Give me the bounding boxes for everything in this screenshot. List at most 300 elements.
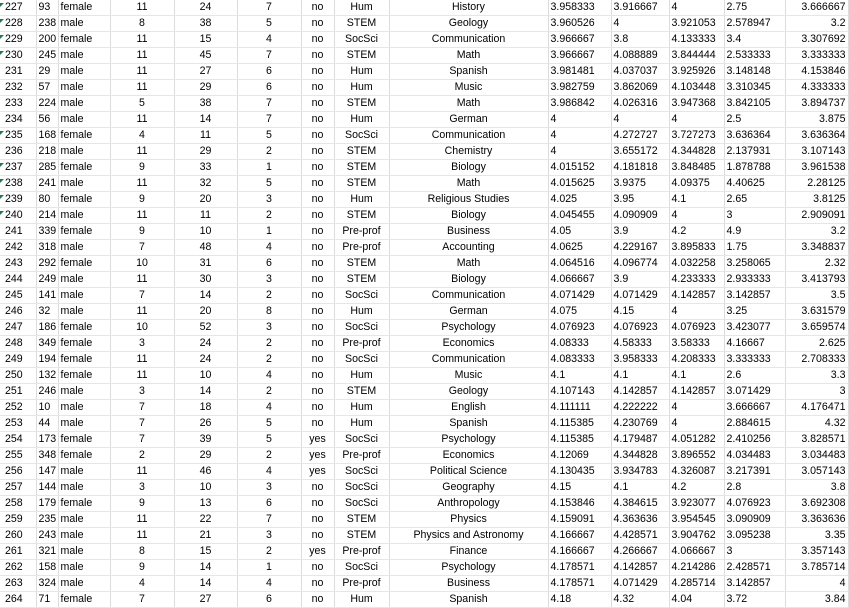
cell[interactable]: Chemistry bbox=[389, 144, 548, 160]
cell[interactable]: 6 bbox=[237, 80, 301, 96]
cell[interactable]: 200 bbox=[36, 32, 58, 48]
cell[interactable]: Business bbox=[389, 576, 548, 592]
cell[interactable]: 3.090909 bbox=[724, 512, 785, 528]
cell[interactable]: 2.933333 bbox=[724, 272, 785, 288]
cell[interactable]: 257 bbox=[0, 480, 36, 496]
cell[interactable]: male bbox=[58, 16, 110, 32]
cell[interactable]: 11 bbox=[110, 32, 174, 48]
cell[interactable]: no bbox=[301, 352, 334, 368]
cell[interactable]: 4.08333 bbox=[548, 336, 611, 352]
cell[interactable]: no bbox=[301, 416, 334, 432]
cell[interactable]: 4.071429 bbox=[548, 288, 611, 304]
cell[interactable]: 7 bbox=[110, 288, 174, 304]
cell[interactable]: 5 bbox=[237, 16, 301, 32]
cell[interactable]: 3 bbox=[110, 480, 174, 496]
cell[interactable]: Finance bbox=[389, 544, 548, 560]
cell[interactable]: 33 bbox=[174, 160, 237, 176]
cell[interactable]: 3.8125 bbox=[785, 192, 848, 208]
cell[interactable]: no bbox=[301, 192, 334, 208]
cell[interactable]: 3.875 bbox=[785, 112, 848, 128]
cell[interactable]: no bbox=[301, 16, 334, 32]
cell[interactable]: 243 bbox=[0, 256, 36, 272]
cell[interactable]: female bbox=[58, 336, 110, 352]
cell[interactable]: Geography bbox=[389, 480, 548, 496]
cell[interactable]: Economics bbox=[389, 448, 548, 464]
cell[interactable]: 32 bbox=[36, 304, 58, 320]
cell[interactable]: 4.40625 bbox=[724, 176, 785, 192]
cell[interactable]: 3.72 bbox=[724, 592, 785, 608]
cell[interactable]: Math bbox=[389, 48, 548, 64]
cell[interactable]: 241 bbox=[0, 224, 36, 240]
cell[interactable]: Pre-prof bbox=[334, 240, 389, 256]
cell[interactable]: 14 bbox=[174, 384, 237, 400]
cell[interactable]: 45 bbox=[174, 48, 237, 64]
cell[interactable]: 4.230769 bbox=[611, 416, 669, 432]
cell[interactable]: 22 bbox=[174, 512, 237, 528]
cell[interactable]: no bbox=[301, 368, 334, 384]
cell[interactable]: male bbox=[58, 528, 110, 544]
cell[interactable]: Music bbox=[389, 80, 548, 96]
cell[interactable]: 31 bbox=[174, 256, 237, 272]
cell[interactable]: female bbox=[58, 256, 110, 272]
cell[interactable]: Business bbox=[389, 224, 548, 240]
cell[interactable]: male bbox=[58, 272, 110, 288]
cell[interactable]: 5 bbox=[237, 128, 301, 144]
cell[interactable]: female bbox=[58, 496, 110, 512]
cell[interactable]: Religious Studies bbox=[389, 192, 548, 208]
cell[interactable]: 4.15 bbox=[548, 480, 611, 496]
cell[interactable]: 2.708333 bbox=[785, 352, 848, 368]
cell[interactable]: 38 bbox=[174, 16, 237, 32]
cell[interactable]: 158 bbox=[36, 560, 58, 576]
cell[interactable]: 3.925926 bbox=[669, 64, 724, 80]
cell[interactable]: male bbox=[58, 416, 110, 432]
cell[interactable]: 141 bbox=[36, 288, 58, 304]
cell[interactable]: Geology bbox=[389, 384, 548, 400]
cell[interactable]: no bbox=[301, 112, 334, 128]
cell[interactable]: Hum bbox=[334, 400, 389, 416]
cell[interactable]: female bbox=[58, 128, 110, 144]
cell[interactable]: 4.066667 bbox=[548, 272, 611, 288]
cell[interactable]: 4.096774 bbox=[611, 256, 669, 272]
cell[interactable]: no bbox=[301, 32, 334, 48]
cell[interactable]: Spanish bbox=[389, 416, 548, 432]
cell[interactable]: Communication bbox=[389, 352, 548, 368]
cell[interactable]: 3 bbox=[237, 528, 301, 544]
cell[interactable]: 20 bbox=[174, 192, 237, 208]
cell[interactable]: 2.625 bbox=[785, 336, 848, 352]
cell[interactable]: 3.961538 bbox=[785, 160, 848, 176]
cell[interactable]: no bbox=[301, 384, 334, 400]
cell[interactable]: 26 bbox=[174, 416, 237, 432]
cell[interactable]: 2.137931 bbox=[724, 144, 785, 160]
cell[interactable]: 4.090909 bbox=[611, 208, 669, 224]
cell[interactable]: 250 bbox=[0, 368, 36, 384]
cell[interactable]: 1 bbox=[237, 560, 301, 576]
cell[interactable]: 5 bbox=[237, 432, 301, 448]
cell[interactable]: 56 bbox=[36, 112, 58, 128]
cell[interactable]: 4.229167 bbox=[611, 240, 669, 256]
cell[interactable]: 9 bbox=[110, 224, 174, 240]
cell[interactable]: 263 bbox=[0, 576, 36, 592]
cell[interactable]: 4 bbox=[548, 128, 611, 144]
cell[interactable]: 186 bbox=[36, 320, 58, 336]
cell[interactable]: 27 bbox=[174, 592, 237, 608]
cell[interactable]: 3.894737 bbox=[785, 96, 848, 112]
cell[interactable]: 4.363636 bbox=[611, 512, 669, 528]
cell[interactable] bbox=[0, 48, 36, 64]
cell[interactable]: 4.9 bbox=[724, 224, 785, 240]
cell[interactable]: 6 bbox=[237, 256, 301, 272]
cell[interactable]: 2.28125 bbox=[785, 176, 848, 192]
cell[interactable]: Physics bbox=[389, 512, 548, 528]
cell[interactable]: 4.18 bbox=[548, 592, 611, 608]
cell[interactable]: 2.428571 bbox=[724, 560, 785, 576]
cell[interactable]: SocSci bbox=[334, 352, 389, 368]
cell[interactable]: 349 bbox=[36, 336, 58, 352]
cell[interactable]: 6 bbox=[237, 64, 301, 80]
cell[interactable]: male bbox=[58, 80, 110, 96]
cell[interactable]: 2.533333 bbox=[724, 48, 785, 64]
cell[interactable]: 29 bbox=[174, 144, 237, 160]
cell[interactable]: 4.1 bbox=[669, 368, 724, 384]
cell[interactable]: 18 bbox=[174, 400, 237, 416]
cell[interactable]: 2.8 bbox=[724, 480, 785, 496]
cell[interactable] bbox=[0, 128, 36, 144]
cell[interactable]: 3.142857 bbox=[724, 576, 785, 592]
cell[interactable]: 4.064516 bbox=[548, 256, 611, 272]
cell[interactable]: 321 bbox=[36, 544, 58, 560]
cell[interactable]: 4.285714 bbox=[669, 576, 724, 592]
cell[interactable]: male bbox=[58, 144, 110, 160]
cell[interactable]: 32 bbox=[174, 176, 237, 192]
cell[interactable]: 3.423077 bbox=[724, 320, 785, 336]
cell[interactable]: 218 bbox=[36, 144, 58, 160]
cell[interactable]: 3.631579 bbox=[785, 304, 848, 320]
cell[interactable]: 4.083333 bbox=[548, 352, 611, 368]
cell[interactable]: 3.148148 bbox=[724, 64, 785, 80]
cell[interactable]: no bbox=[301, 128, 334, 144]
cell[interactable]: 247 bbox=[0, 320, 36, 336]
cell[interactable]: 4.103448 bbox=[669, 80, 724, 96]
cell[interactable]: 3.655172 bbox=[611, 144, 669, 160]
cell[interactable]: 11 bbox=[174, 128, 237, 144]
cell[interactable]: 4.272727 bbox=[611, 128, 669, 144]
cell[interactable]: 3.828571 bbox=[785, 432, 848, 448]
cell[interactable]: male bbox=[58, 176, 110, 192]
cell[interactable]: STEM bbox=[334, 176, 389, 192]
cell[interactable]: Hum bbox=[334, 368, 389, 384]
cell[interactable]: 3.727273 bbox=[669, 128, 724, 144]
cell[interactable]: Psychology bbox=[389, 432, 548, 448]
cell[interactable]: 4.159091 bbox=[548, 512, 611, 528]
cell[interactable]: 4 bbox=[669, 304, 724, 320]
cell[interactable]: 3.071429 bbox=[724, 384, 785, 400]
cell[interactable]: 4.045455 bbox=[548, 208, 611, 224]
cell[interactable]: 4 bbox=[237, 240, 301, 256]
cell[interactable]: 3.966667 bbox=[548, 32, 611, 48]
cell[interactable]: 3.348837 bbox=[785, 240, 848, 256]
cell[interactable]: 3.107143 bbox=[785, 144, 848, 160]
cell[interactable]: 260 bbox=[0, 528, 36, 544]
cell[interactable]: 21 bbox=[174, 528, 237, 544]
cell[interactable]: 24 bbox=[174, 0, 237, 16]
cell[interactable]: 4.075 bbox=[548, 304, 611, 320]
cell[interactable]: 4.153846 bbox=[548, 496, 611, 512]
cell[interactable]: 4.015625 bbox=[548, 176, 611, 192]
cell[interactable]: no bbox=[301, 304, 334, 320]
cell[interactable]: 3.848485 bbox=[669, 160, 724, 176]
cell[interactable]: 1 bbox=[237, 160, 301, 176]
cell[interactable]: 9 bbox=[110, 560, 174, 576]
cell[interactable]: 2 bbox=[237, 384, 301, 400]
cell[interactable]: 3.636364 bbox=[785, 128, 848, 144]
cell[interactable]: 4.344828 bbox=[611, 448, 669, 464]
cell[interactable]: 132 bbox=[36, 368, 58, 384]
cell[interactable]: 251 bbox=[0, 384, 36, 400]
cell[interactable]: 4.076923 bbox=[611, 320, 669, 336]
cell[interactable]: 262 bbox=[0, 560, 36, 576]
cell[interactable]: 4.05 bbox=[548, 224, 611, 240]
cell[interactable]: 3 bbox=[724, 544, 785, 560]
cell[interactable]: 4 bbox=[237, 464, 301, 480]
cell[interactable]: no bbox=[301, 256, 334, 272]
cell[interactable]: German bbox=[389, 112, 548, 128]
cell[interactable]: Biology bbox=[389, 208, 548, 224]
cell[interactable]: 179 bbox=[36, 496, 58, 512]
cell[interactable]: 4.16667 bbox=[724, 336, 785, 352]
cell[interactable]: 4 bbox=[669, 112, 724, 128]
cell[interactable]: Hum bbox=[334, 192, 389, 208]
cell[interactable] bbox=[0, 16, 36, 32]
cell[interactable]: no bbox=[301, 224, 334, 240]
cell[interactable]: 245 bbox=[0, 288, 36, 304]
cell[interactable]: 15 bbox=[174, 544, 237, 560]
cell[interactable]: 4.1 bbox=[611, 368, 669, 384]
cell[interactable]: 3.057143 bbox=[785, 464, 848, 480]
cell[interactable]: 236 bbox=[0, 144, 36, 160]
cell[interactable] bbox=[0, 160, 36, 176]
cell[interactable]: 71 bbox=[36, 592, 58, 608]
cell[interactable]: 4.115385 bbox=[548, 416, 611, 432]
cell[interactable]: 2.5 bbox=[724, 112, 785, 128]
cell[interactable]: 30 bbox=[174, 272, 237, 288]
cell[interactable]: 3 bbox=[785, 384, 848, 400]
cell[interactable]: 4.026316 bbox=[611, 96, 669, 112]
cell[interactable]: no bbox=[301, 240, 334, 256]
cell[interactable]: no bbox=[301, 480, 334, 496]
cell[interactable]: 29 bbox=[174, 448, 237, 464]
cell[interactable]: 4.032258 bbox=[669, 256, 724, 272]
cell[interactable]: 3.916667 bbox=[611, 0, 669, 16]
cell[interactable]: 29 bbox=[36, 64, 58, 80]
cell[interactable]: 3.921053 bbox=[669, 16, 724, 32]
cell[interactable]: 2.578947 bbox=[724, 16, 785, 32]
cell[interactable]: 4.051282 bbox=[669, 432, 724, 448]
cell[interactable]: 3.986842 bbox=[548, 96, 611, 112]
cell[interactable]: 48 bbox=[174, 240, 237, 256]
cell[interactable]: 7 bbox=[110, 240, 174, 256]
cell[interactable]: STEM bbox=[334, 144, 389, 160]
cell[interactable]: male bbox=[58, 400, 110, 416]
cell[interactable]: Pre-prof bbox=[334, 448, 389, 464]
cell[interactable]: 3.8 bbox=[611, 32, 669, 48]
cell[interactable]: 234 bbox=[0, 112, 36, 128]
cell[interactable]: yes bbox=[301, 464, 334, 480]
cell[interactable]: Economics bbox=[389, 336, 548, 352]
cell[interactable]: 292 bbox=[36, 256, 58, 272]
cell[interactable]: 4 bbox=[110, 576, 174, 592]
cell[interactable]: 2.884615 bbox=[724, 416, 785, 432]
cell[interactable]: Math bbox=[389, 256, 548, 272]
cell[interactable]: 4.1 bbox=[611, 480, 669, 496]
cell[interactable]: 245 bbox=[36, 48, 58, 64]
cell[interactable]: 11 bbox=[174, 208, 237, 224]
cell[interactable]: female bbox=[58, 320, 110, 336]
cell[interactable]: Geology bbox=[389, 16, 548, 32]
cell[interactable]: 5 bbox=[237, 176, 301, 192]
cell[interactable]: 254 bbox=[0, 432, 36, 448]
cell[interactable]: 93 bbox=[36, 0, 58, 16]
cell[interactable]: Pre-prof bbox=[334, 336, 389, 352]
cell[interactable]: female bbox=[58, 224, 110, 240]
cell[interactable]: Communication bbox=[389, 128, 548, 144]
cell[interactable]: no bbox=[301, 496, 334, 512]
cell[interactable]: 3.904762 bbox=[669, 528, 724, 544]
cell[interactable]: 3.981481 bbox=[548, 64, 611, 80]
cell[interactable]: Hum bbox=[334, 592, 389, 608]
cell[interactable]: STEM bbox=[334, 48, 389, 64]
cell[interactable]: 242 bbox=[0, 240, 36, 256]
cell[interactable]: 2.6 bbox=[724, 368, 785, 384]
cell[interactable] bbox=[0, 176, 36, 192]
cell[interactable]: male bbox=[58, 544, 110, 560]
cell[interactable]: 4.12069 bbox=[548, 448, 611, 464]
cell[interactable]: yes bbox=[301, 544, 334, 560]
cell[interactable]: yes bbox=[301, 432, 334, 448]
cell[interactable]: 11 bbox=[110, 176, 174, 192]
cell[interactable]: 4.153846 bbox=[785, 64, 848, 80]
cell[interactable]: 1.75 bbox=[724, 240, 785, 256]
cell[interactable]: no bbox=[301, 512, 334, 528]
cell[interactable]: no bbox=[301, 528, 334, 544]
cell[interactable]: 3.357143 bbox=[785, 544, 848, 560]
cell[interactable]: 4.181818 bbox=[611, 160, 669, 176]
cell[interactable]: 2.410256 bbox=[724, 432, 785, 448]
cell[interactable]: 4.2 bbox=[669, 224, 724, 240]
cell[interactable]: 4 bbox=[110, 128, 174, 144]
cell[interactable]: 3.982759 bbox=[548, 80, 611, 96]
cell[interactable]: 4.142857 bbox=[611, 560, 669, 576]
cell[interactable]: 10 bbox=[36, 400, 58, 416]
cell[interactable]: 3 bbox=[237, 480, 301, 496]
cell[interactable]: male bbox=[58, 480, 110, 496]
cell[interactable]: 3.310345 bbox=[724, 80, 785, 96]
cell[interactable]: 29 bbox=[174, 80, 237, 96]
cell[interactable]: 259 bbox=[0, 512, 36, 528]
cell[interactable]: 14 bbox=[174, 560, 237, 576]
cell[interactable]: Biology bbox=[389, 160, 548, 176]
cell[interactable]: no bbox=[301, 320, 334, 336]
cell[interactable]: 8 bbox=[110, 16, 174, 32]
cell[interactable]: 3.842105 bbox=[724, 96, 785, 112]
cell[interactable]: no bbox=[301, 0, 334, 16]
cell[interactable]: female bbox=[58, 352, 110, 368]
cell[interactable]: female bbox=[58, 592, 110, 608]
cell[interactable]: no bbox=[301, 160, 334, 176]
cell[interactable]: 4.034483 bbox=[724, 448, 785, 464]
cell[interactable]: no bbox=[301, 64, 334, 80]
cell[interactable]: 11 bbox=[110, 48, 174, 64]
cell[interactable]: 7 bbox=[110, 416, 174, 432]
cell[interactable]: Psychology bbox=[389, 320, 548, 336]
cell[interactable]: STEM bbox=[334, 96, 389, 112]
cell[interactable]: Spanish bbox=[389, 592, 548, 608]
cell[interactable]: 44 bbox=[36, 416, 58, 432]
cell[interactable]: 4.428571 bbox=[611, 528, 669, 544]
cell[interactable]: female bbox=[58, 0, 110, 16]
cell[interactable]: 4.176471 bbox=[785, 400, 848, 416]
cell[interactable]: 3 bbox=[724, 208, 785, 224]
cell[interactable]: no bbox=[301, 96, 334, 112]
cell[interactable]: STEM bbox=[334, 528, 389, 544]
cell[interactable]: 214 bbox=[36, 208, 58, 224]
cell[interactable]: 238 bbox=[36, 16, 58, 32]
cell[interactable]: 10 bbox=[110, 320, 174, 336]
cell[interactable]: 9 bbox=[110, 192, 174, 208]
cell[interactable]: 4 bbox=[237, 576, 301, 592]
cell[interactable]: 13 bbox=[174, 496, 237, 512]
cell[interactable]: 4.214286 bbox=[669, 560, 724, 576]
cell[interactable]: 256 bbox=[0, 464, 36, 480]
cell[interactable]: male bbox=[58, 464, 110, 480]
cell[interactable]: 3.785714 bbox=[785, 560, 848, 576]
cell[interactable]: 10 bbox=[174, 368, 237, 384]
cell[interactable]: 258 bbox=[0, 496, 36, 512]
cell[interactable]: 11 bbox=[110, 464, 174, 480]
cell[interactable]: 4.071429 bbox=[611, 288, 669, 304]
cell[interactable]: 4.32 bbox=[611, 592, 669, 608]
cell[interactable]: 4.15 bbox=[611, 304, 669, 320]
cell[interactable]: STEM bbox=[334, 512, 389, 528]
cell[interactable]: no bbox=[301, 272, 334, 288]
cell[interactable]: 3.35 bbox=[785, 528, 848, 544]
cell[interactable]: 4 bbox=[611, 112, 669, 128]
cell[interactable]: no bbox=[301, 80, 334, 96]
cell[interactable]: 3.034483 bbox=[785, 448, 848, 464]
cell[interactable]: 3.307692 bbox=[785, 32, 848, 48]
cell[interactable]: 7 bbox=[237, 48, 301, 64]
cell[interactable]: 8 bbox=[110, 544, 174, 560]
cell[interactable]: no bbox=[301, 208, 334, 224]
cell[interactable]: 4.133333 bbox=[669, 32, 724, 48]
cell[interactable]: 168 bbox=[36, 128, 58, 144]
cell[interactable]: no bbox=[301, 48, 334, 64]
cell[interactable]: Math bbox=[389, 176, 548, 192]
cell[interactable]: 2 bbox=[110, 448, 174, 464]
cell[interactable]: male bbox=[58, 288, 110, 304]
cell[interactable]: Physics and Astronomy bbox=[389, 528, 548, 544]
cell[interactable]: 7 bbox=[237, 112, 301, 128]
cell[interactable]: 4.333333 bbox=[785, 80, 848, 96]
cell[interactable]: 7 bbox=[237, 512, 301, 528]
cell[interactable]: Pre-prof bbox=[334, 224, 389, 240]
cell[interactable]: 4 bbox=[548, 144, 611, 160]
cell[interactable]: Math bbox=[389, 96, 548, 112]
cell[interactable]: 4.076923 bbox=[724, 496, 785, 512]
cell[interactable]: male bbox=[58, 208, 110, 224]
cell[interactable]: female bbox=[58, 448, 110, 464]
